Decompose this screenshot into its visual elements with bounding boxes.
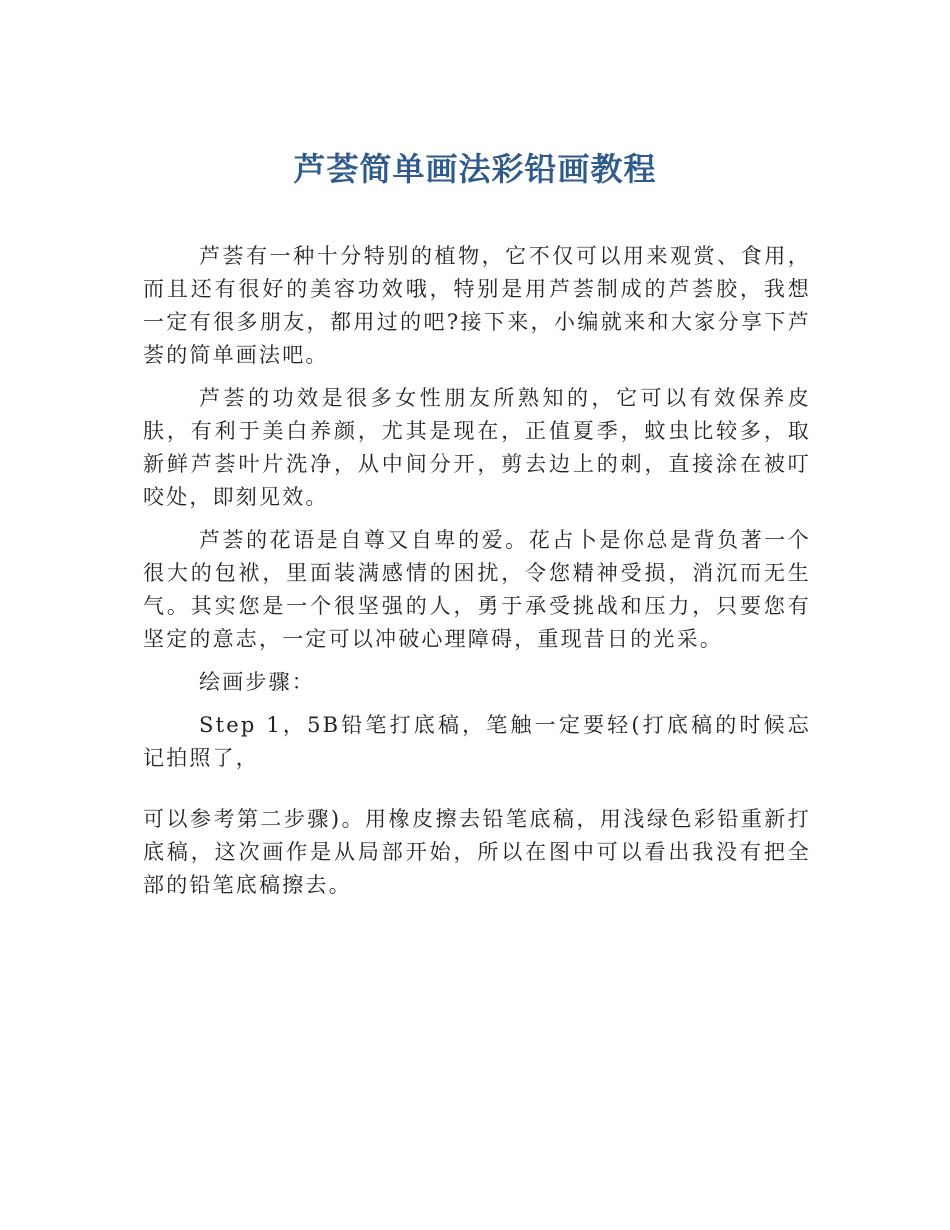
paragraph-flower-language: 芦荟的花语是自尊又自卑的爱。花占卜是你总是背负著一个很大的包袱，里面装满感情的困扰，令您精神受损，消沉而无生气。其实您是一个很坚强的人，勇于承受挑战和压力，只要您有坚定的意志，一定可以冲破心理障碍，重现昔日的光采。 [143,528,811,651]
paragraph-benefits: 芦荟的功效是很多女性朋友所熟知的，它可以有效保养皮肤，有利于美白养颜，尤其是现在，正值夏季，蚊虫比较多，取新鲜芦荟叶片洗净，从中间分开，剪去边上的刺，直接涂在被叮咬处，即刻见效。 [143,386,811,509]
paragraph-intro: 芦荟有一种十分特别的植物，它不仅可以用来观赏、食用，而且还有很好的美容功效哦，特别是用芦荟制成的芦荟胶，我想一定有很多朋友，都用过的吧?接下来，小编就来和大家分享下芦荟的简单画法吧。 [143,244,811,367]
image-gap [143,785,811,803]
paragraph-steps-heading: 绘画步骤： [199,670,315,694]
paragraph-step-1-continued: 可以参考第二步骤)。用橡皮擦去铅笔底稿，用浅绿色彩铅重新打底稿，这次画作是从局部开始，所以在图中可以看出我没有把全部的铅笔底稿擦去。 [143,807,811,897]
paragraph-step-1: Step 1，5B铅笔打底稿，笔触一定要轻(打底稿的时候忘记拍照了， [143,713,811,770]
document-body [143,240,811,912]
document-title: 芦荟简单画法彩铅画教程 [293,150,657,188]
